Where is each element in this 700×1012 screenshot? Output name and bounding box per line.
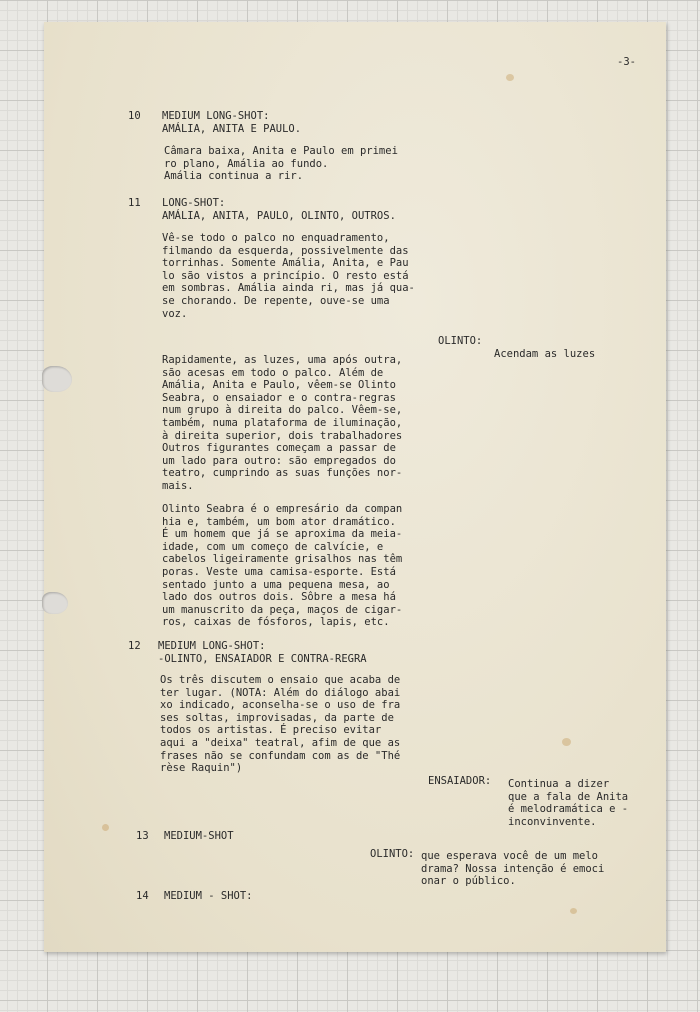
dialogue-speaker: ENSAIADOR: <box>428 775 492 787</box>
scene-action: Olinto Seabra é o empresário da compan hia e, também, um bom ator dramático. É um homem que já se aproxima da meia- idade, com um começo de calvície, e cabelos ligeiramente grisalhos nas têm poras. Veste uma camisa-esporte. Está sentado junto a uma pequena mesa, ao lado dos outros dois. Sôbre a mesa há um manuscrito da peça, maços de cigar- ros, caixas de fósforos, lapis, etc. <box>162 503 403 629</box>
script-page <box>44 22 666 952</box>
stain-mark <box>562 738 571 746</box>
stain-mark <box>570 908 577 914</box>
page-number: -3- <box>617 56 636 68</box>
scene-number: 11 <box>128 197 141 209</box>
dialogue-speaker: OLINTO: <box>438 335 483 347</box>
scene-shot: MEDIUM LONG-SHOT: <box>162 110 270 122</box>
scene-characters: AMÁLIA, ANITA, PAULO, OLINTO, OUTROS. <box>162 210 396 222</box>
scene-characters: -OLINTO, ENSAIADOR E CONTRA-REGRA <box>158 653 367 665</box>
scene-number: 12 <box>128 640 141 652</box>
stain-mark <box>102 824 109 831</box>
scene-description: Os três discutem o ensaio que acaba de ter lugar. (NOTA: Além do diálogo abai xo indicado, aconselha-se o uso de fra ses soltas, improvisadas, da parte de todos os artistas. É preciso evitar aqui a "deixa" teatral, afim de que as frases não se confundam com as de "Thé rèse Raquin") <box>160 674 401 775</box>
scene-characters: AMÁLIA, ANITA E PAULO. <box>162 123 302 135</box>
scene-number: 13 <box>136 830 149 842</box>
dialogue-line: Continua a dizer que a fala de Anita é melodramática e - inconvinvente. <box>508 778 629 828</box>
stain-mark <box>506 74 514 81</box>
scene-shot: LONG-SHOT: <box>162 197 226 209</box>
scene-action: Rapidamente, as luzes, uma após outra, são acesas em todo o palco. Além de Amália, Anita e Paulo, vêem-se Olinto Seabra, o ensaiador e o contra-regras num grupo à direita do palco. Vêem-se, também, numa plataforma de iluminação, à direita superior, dois trabalhadores Outros figurantes começam a passar de um lado para outro: são empregados do teatro, cumprindo as suas funções nor- mais. <box>162 354 403 492</box>
scene-number: 10 <box>128 110 141 122</box>
dialogue-line: que esperava você de um melo drama? Nossa intenção é emoci onar o público. <box>421 850 605 888</box>
scene-shot: MEDIUM LONG-SHOT: <box>158 640 266 652</box>
scene-shot: MEDIUM - SHOT: <box>164 890 253 902</box>
dialogue-line: Acendam as luzes <box>494 348 596 360</box>
scene-description: Câmara baixa, Anita e Paulo em primei ro plano, Amália ao fundo. Amália continua a rir. <box>164 145 398 183</box>
dialogue-speaker: OLINTO: <box>370 848 415 860</box>
punch-hole-bottom <box>42 592 68 614</box>
punch-hole-top <box>42 366 72 392</box>
scene-description: Vê-se todo o palco no enquadramento, filmando da esquerda, possivelmente das torrinhas. Somente Amália, Anita, e Pau lo são vistos a princípio. O resto está em sombras. Amália ainda ri, mas já qua- se chorando. De repente, ouve-se uma voz. <box>162 232 415 320</box>
scene-shot: MEDIUM-SHOT <box>164 830 234 842</box>
scene-number: 14 <box>136 890 149 902</box>
